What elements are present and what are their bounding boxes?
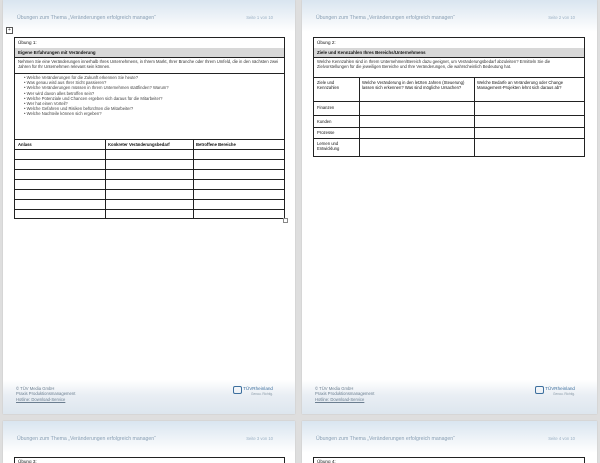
row-label: Lernen und Entwicklung xyxy=(317,141,340,152)
footer-copyright: © TÜV Media GmbH xyxy=(16,386,55,391)
page-header xyxy=(3,421,295,453)
list-item: • Welche Veränderungen müssen in Ihrem Unternehmen stattfinden? Warum? xyxy=(24,85,169,91)
header-page-number: Seite 4 von 10 xyxy=(548,436,575,441)
exercise-4-table xyxy=(313,457,585,463)
page-2 xyxy=(302,0,597,414)
column-header: Welche Veränderung in den letzten Jahren (Steuerung) lassen sich erkennen? Was sind mögliche Ursachen? xyxy=(362,80,465,91)
list-item: • Wer hat einen Vorteil? xyxy=(24,101,68,107)
table-move-handle[interactable]: + xyxy=(6,27,13,34)
exercise-title: Übung 2: xyxy=(317,40,336,45)
page-3 xyxy=(3,421,295,463)
list-item: • Wer wird davon alles betroffen sein? xyxy=(24,90,95,96)
tuv-logo-icon xyxy=(233,386,242,394)
column-header: Welche Bedarfe an Veränderung oder Change Management-Projekten lehnt sich daraus ab? xyxy=(477,80,564,91)
header-page-number: Seite 2 von 10 xyxy=(548,15,575,20)
column-header: Anlass xyxy=(18,142,32,147)
row-label: Finanzen xyxy=(317,105,335,110)
column-header: Betroffene Bereiche xyxy=(196,142,236,147)
header-page-number: Seite 3 von 10 xyxy=(246,436,273,441)
exercise-title: Übung 4: xyxy=(317,459,336,463)
row-label: Kunden xyxy=(317,119,332,124)
exercise-subtitle: Eigene Erfahrungen mit Veränderung xyxy=(18,50,96,55)
exercise-2-table xyxy=(313,37,585,157)
exercise-subtitle: Ziele und Kennzahlen Ihres Bereichs/Unternehmens xyxy=(317,50,426,55)
question-list xyxy=(18,75,280,117)
list-item: • Welche Gefahren und Risiken befürchten die Mitarbeiter? xyxy=(24,106,134,112)
page-header xyxy=(302,421,597,453)
exercise-intro: Welche Kennzahlen sind in Ihrem Unternehmen/Bereich dazu geeignet, um Veränderungsbedarf abzuleiten? Ermitteln Sie die Zielvorstellungen für die jeweiligen Bereiche und Ihre Veränderungen, die wahrscheinlich Bedeutung hat. xyxy=(317,59,551,70)
page-footer xyxy=(302,380,597,414)
list-item: • Welche Potenziale und Chancen ergeben sich daraus für die Mitarbeiter? xyxy=(24,95,163,101)
header-title: Übungen zum Thema „Veränderungen erfolgreich managen“ xyxy=(17,15,156,21)
tuv-logo-icon xyxy=(535,386,544,394)
list-item: • Welche Veränderungen für die Zukunft erkennen Sie heute? xyxy=(24,75,139,80)
page-4 xyxy=(302,421,597,463)
footer-copyright: © TÜV Media GmbH xyxy=(315,386,354,391)
exercise-intro: Nehmen Sie eine Veränderungen innerhalb Ihres Unternehmens, in Ihrem Markt, Ihrer Branche oder Ihrem Umfeld, die in den nächsten zwei Jahren für Ihr Unternehmen relevant sein können. xyxy=(18,59,279,70)
header-title: Übungen zum Thema „Veränderungen erfolgreich managen“ xyxy=(316,436,455,442)
header-title: Übungen zum Thema „Veränderungen erfolgreich managen“ xyxy=(316,15,455,21)
exercise-title: Übung 3: xyxy=(18,459,37,463)
tuv-logo: TÜVRheinland Genau. Richtig. xyxy=(233,386,273,399)
row-label: Prozesse xyxy=(317,130,335,135)
page-1 xyxy=(3,0,295,414)
page-header xyxy=(302,0,597,32)
list-item: • Welche Nachteile können sich ergeben? xyxy=(24,111,102,117)
footer-publication: Praxis Produktionsmanagement xyxy=(16,391,76,397)
footer-publication: Praxis Produktionsmanagement xyxy=(315,391,375,397)
exercise-3-table xyxy=(14,457,285,463)
exercise-title: Übung 1: xyxy=(18,40,37,45)
column-header: Ziele und Kennzahlen xyxy=(317,80,340,91)
page-header xyxy=(3,0,295,32)
footer-hotline-link[interactable]: Hotline: Download-Service xyxy=(16,396,66,402)
footer-hotline-link[interactable]: Hotline: Download-Service xyxy=(315,396,365,402)
header-page-number: Seite 1 von 10 xyxy=(246,15,273,20)
page-footer xyxy=(3,380,295,414)
exercise-1-table xyxy=(14,37,285,219)
tuv-logo: TÜVRheinland Genau. Richtig. xyxy=(535,386,575,399)
column-header: Konkreter Veränderungsbedarf xyxy=(108,142,170,147)
list-item: • Was genau wird aus Ihrer Sicht passieren? xyxy=(24,80,107,86)
table-resize-handle[interactable] xyxy=(283,218,288,223)
header-title: Übungen zum Thema „Veränderungen erfolgreich managen“ xyxy=(17,436,156,442)
